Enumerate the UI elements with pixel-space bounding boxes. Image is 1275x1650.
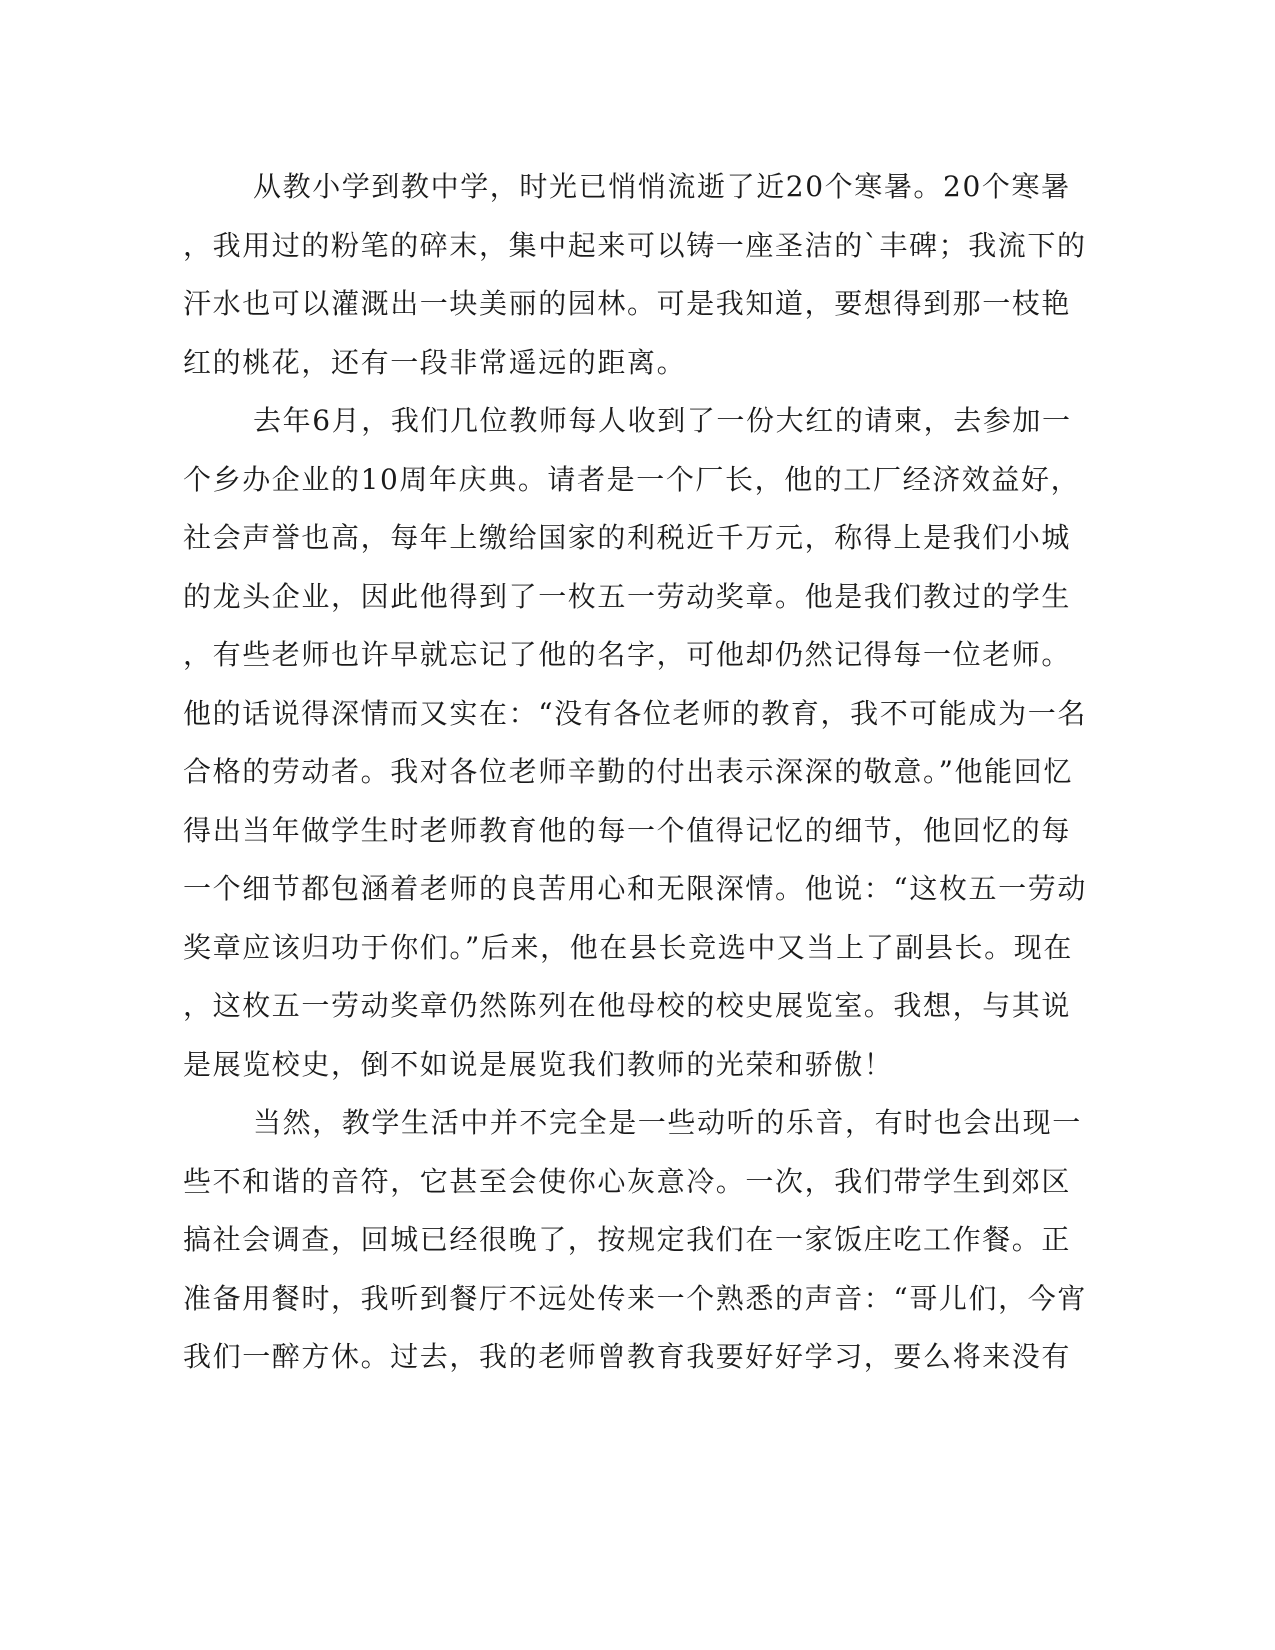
paragraph-1-line-2: ，我用过的粉笔的碎末，集中起来可以铸一座圣洁的`丰碑；我流下的 — [183, 228, 1087, 262]
paragraph-3-line-3: 搞社会调查，回城已经很晚了，按规定我们在一家饭庄吃工作餐。正 — [183, 1223, 1072, 1256]
paragraph-3-line-2: 些不和谐的音符，它甚至会使你心灰意冷。一次，我们带学生到郊区 — [183, 1164, 1072, 1198]
paragraph-2-line-4: 的龙头企业，因此他得到了一枚五一劳动奖章。他是我们教过的学生 — [183, 579, 1072, 613]
paragraph-3-line-1: 当然，教学生活中并不完全是一些动听的乐音，有时也会出现一 — [253, 1106, 1082, 1139]
paragraph-2-line-8: 得出当年做学生时老师教育他的每一个值得记忆的细节，他回忆的每 — [183, 813, 1072, 847]
paragraph-2-line-6: 他的话说得深情而又实在：“没有各位老师的教育，我不可能成为一名 — [183, 696, 1087, 730]
paragraph-2-line-3: 社会声誉也高，每年上缴给国家的利税近千万元，称得上是我们小城 — [183, 521, 1072, 554]
paragraph-2-line-9: 一个细节都包涵着老师的良苦用心和无限深情。他说：“这枚五一劳动 — [183, 872, 1087, 905]
paragraph-2-line-1: 去年6月，我们几位教师每人收到了一份大红的请柬，去参加一 — [253, 404, 1072, 437]
paragraph-2-line-5: ，有些老师也许早就忘记了他的名字，可他却仍然记得每一位老师。 — [183, 638, 1072, 671]
paragraph-1-line-3: 汗水也可以灌溉出一块美丽的园林。可是我知道，要想得到那一枝艳 — [183, 287, 1072, 320]
body-text — [183, 158, 1087, 1387]
paragraph-1-line-1: 从教小学到教中学，时光已悄悄流逝了近20个寒暑。20个寒暑 — [253, 170, 1071, 203]
paragraph-2-line-10: 奖章应该归功于你们。”后来，他在县长竞选中又当上了副县长。现在 — [183, 930, 1073, 964]
paragraph-2-line-7: 合格的劳动者。我对各位老师辛勤的付出表示深深的敬意。”他能回忆 — [183, 755, 1073, 788]
paragraph-2-line-2: 个乡办企业的10周年庆典。请者是一个厂长，他的工厂经济效益好， — [183, 462, 1081, 496]
paragraph-3-line-4: 准备用餐时，我听到餐厅不远处传来一个熟悉的声音：“哥儿们，今宵 — [183, 1281, 1087, 1315]
paragraph-2-line-11: ，这枚五一劳动奖章仍然陈列在他母校的校史展览室。我想，与其说 — [183, 989, 1072, 1022]
paragraph-2-line-12: 是展览校史，倒不如说是展览我们教师的光荣和骄傲！ — [183, 1047, 894, 1081]
paragraph-3-line-5: 我们一醉方休。过去，我的老师曾教育我要好好学习，要么将来没有 — [183, 1340, 1072, 1373]
paragraph-1-line-4: 红的桃花，还有一段非常遥远的距离。 — [183, 345, 687, 379]
